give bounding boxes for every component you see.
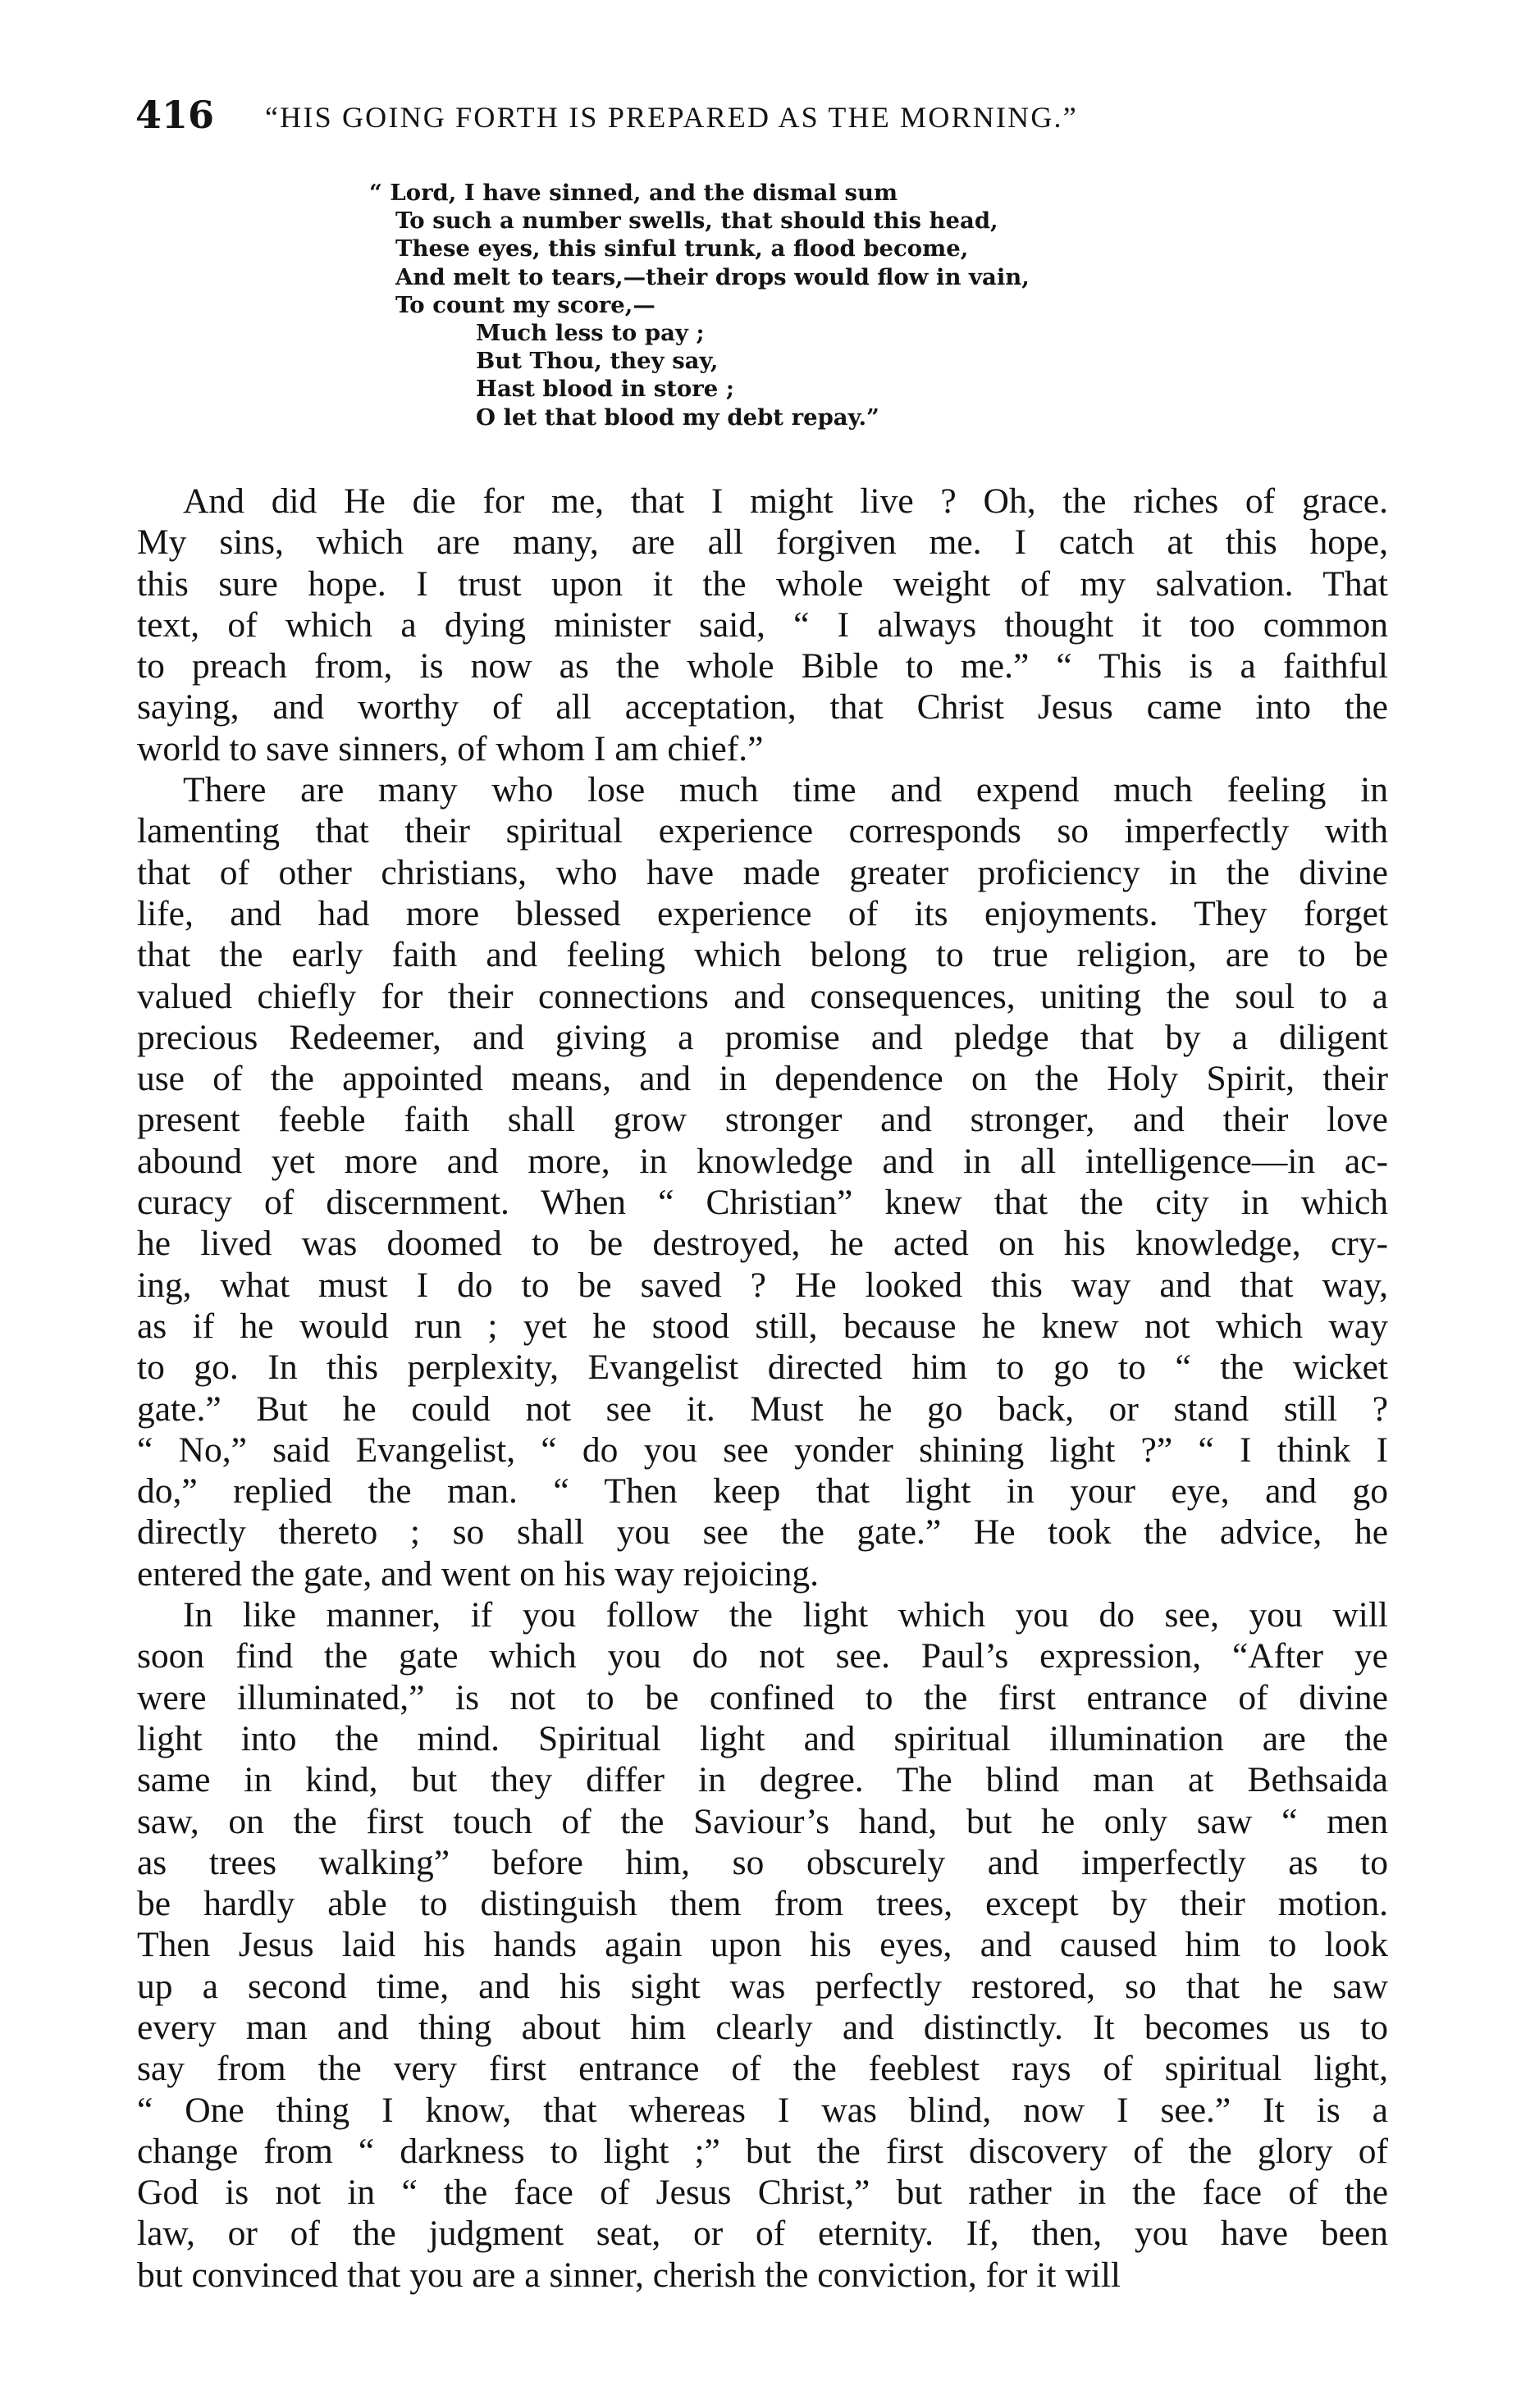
text-line: precious Redeemer, and giving a promise and pledge that by a diligent [137, 1017, 1388, 1057]
text-line: gate.” But he could not see it. Must he go back, or stand still ? [137, 1389, 1388, 1429]
text-line: to preach from, is now as the whole Bible to me.” “ This is a faithful [137, 646, 1388, 686]
running-head [135, 92, 1399, 141]
text-line: abound yet more and more, in knowledge and in all intelligence—in ac- [137, 1141, 1388, 1181]
text-line: as trees walking” before him, so obscurely and imperfectly as to [137, 1842, 1388, 1882]
verse-line: “ Lord, I have sinned, and the dismal sum [369, 180, 898, 206]
body-text [137, 481, 1388, 2296]
text-line: that of other christians, who have made greater proficiency in the divine [137, 852, 1388, 892]
text-line: lamenting that their spiritual experience corresponds so imperfectly with [137, 811, 1388, 851]
text-line: God is not in “ the face of Jesus Christ,” but rather in the face of the [137, 2173, 1388, 2213]
verse-line: Much less to pay ; [476, 320, 705, 347]
paragraph [137, 481, 1388, 769]
text-line: to go. In this perplexity, Evangelist directed him to go to “ the wicket [137, 1348, 1388, 1388]
text-line: present feeble faith shall grow stronger and stronger, and their love [137, 1100, 1388, 1140]
text-line: saying, and worthy of all acceptation, that Christ Jesus came into the [137, 687, 1388, 727]
text-line: text, of which a dying minister said, “ I always thought it too common [137, 604, 1388, 645]
text-line: My sins, which are many, are all forgiven me. I catch at this hope, [137, 522, 1388, 563]
text-line: be hardly able to distinguish them from trees, except by their motion. [137, 1884, 1388, 1924]
text-line: were illuminated,” is not to be confined to the first entrance of divine [137, 1677, 1388, 1717]
running-head-title: “HIS GOING FORTH IS PREPARED AS THE MORNING.” [265, 101, 1078, 134]
text-line: In like manner, if you follow the light which you do see, you will [183, 1595, 1388, 1635]
text-line: saw, on the first touch of the Saviour’s hand, but he only saw “ men [137, 1801, 1388, 1841]
verse-line: Hast blood in store ; [476, 376, 734, 403]
text-line: do,” replied the man. “ Then keep that light in your eye, and go [137, 1471, 1388, 1512]
text-line: same in kind, but they differ in degree. The blind man at Bethsaida [137, 1760, 1388, 1800]
paragraph [137, 769, 1388, 1594]
text-line: Then Jesus laid his hands again upon his eyes, and caused him to look [137, 1925, 1388, 1965]
verse-line: O let that blood my debt repay.” [476, 404, 879, 431]
text-line: but convinced that you are a sinner, cherish the conviction, for it will [137, 2255, 1121, 2295]
text-line: life, and had more blessed experience of its enjoyments. They forget [137, 893, 1388, 933]
text-line: soon find the gate which you do not see. Paul’s expression, “After ye [137, 1636, 1388, 1676]
text-line: this sure hope. I trust upon it the whole weight of my salvation. That [137, 563, 1388, 604]
text-line: change from “ darkness to light ;” but the first discovery of the glory of [137, 2131, 1388, 2171]
text-line: light into the mind. Spiritual light and spiritual illumination are the [137, 1718, 1388, 1758]
text-line: There are many who lose much time and expend much feeling in [183, 770, 1388, 810]
text-line: every man and thing about him clearly and distinctly. It becomes us to [137, 2007, 1388, 2047]
verse-line: To such a number swells, that should this head, [395, 208, 998, 235]
text-line: “ No,” said Evangelist, “ do you see yonder shining light ?” “ I think I [137, 1430, 1388, 1470]
page-number: 416 [135, 93, 215, 137]
text-line: And did He die for me, that I might live ? Oh, the riches of grace. [183, 481, 1388, 521]
paragraph [137, 1594, 1388, 2296]
text-line: that the early faith and feeling which belong to true religion, are to be [137, 935, 1388, 975]
text-line: world to save sinners, of whom I am chief.” [137, 728, 764, 768]
text-line: law, or of the judgment seat, or of eternity. If, then, you have been [137, 2214, 1388, 2254]
text-line: say from the very first entrance of the feeblest rays of spiritual light, [137, 2049, 1388, 2089]
text-line: as if he would run ; yet he stood still, because he knew not which way [137, 1306, 1388, 1346]
text-line: curacy of discernment. When “ Christian” knew that the city in which [137, 1183, 1388, 1223]
text-line: valued chiefly for their connections and consequences, uniting the soul to a [137, 976, 1388, 1016]
text-line: he lived was doomed to be destroyed, he acted on his knowledge, cry- [137, 1224, 1388, 1264]
verse-line: And melt to tears,—their drops would flow in vain, [395, 263, 1030, 290]
text-line: use of the appointed means, and in dependence on the Holy Spirit, their [137, 1059, 1388, 1099]
verse-quotation [369, 179, 1190, 431]
verse-line: But Thou, they say, [476, 348, 719, 375]
text-line: up a second time, and his sight was perfectly restored, so that he saw [137, 1966, 1388, 2006]
text-line: ing, what must I do to be saved ? He looked this way and that way, [137, 1265, 1388, 1305]
verse-line: These eyes, this sinful trunk, a flood become, [395, 235, 969, 262]
verse-line: To count my score,— [395, 291, 655, 318]
text-line: “ One thing I know, that whereas I was blind, now I see.” It is a [137, 2090, 1388, 2130]
text-line: entered the gate, and went on his way rejoicing. [137, 1553, 820, 1594]
text-line: directly thereto ; so shall you see the gate.” He took the advice, he [137, 1512, 1388, 1553]
